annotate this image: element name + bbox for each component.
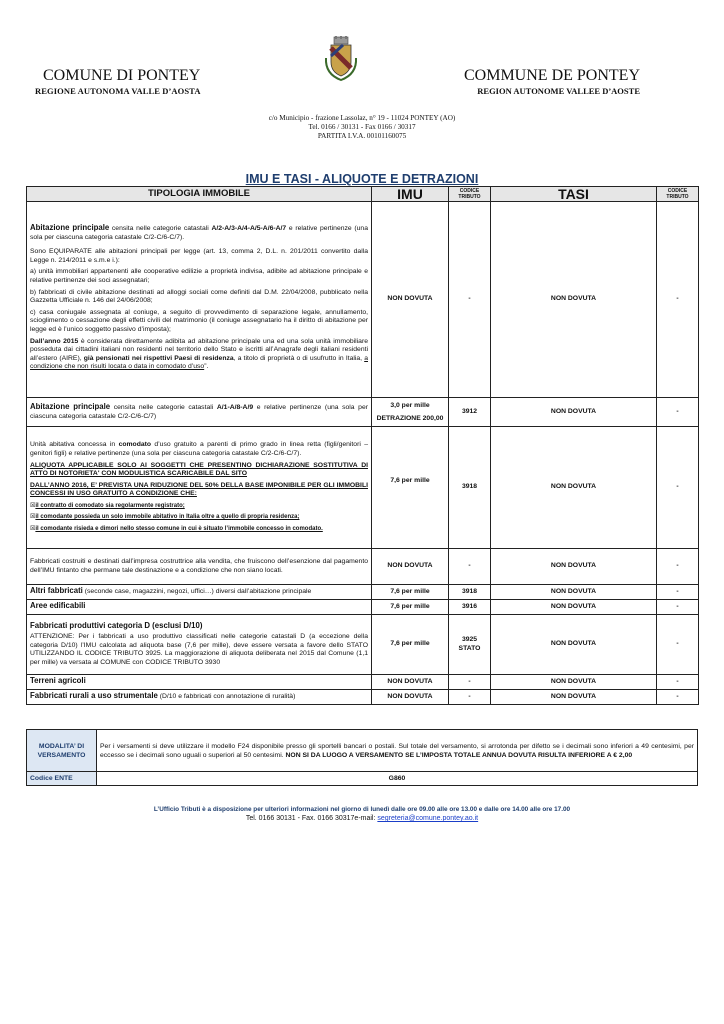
row-description: [27, 600, 372, 615]
note: DALL’ANNO 2016, E’ PREVISTA UNA RIDUZIONE DEL 50% DELLA BASE IMPONIBILE PER GLI IMMOBILI CONCESSI IN USO GRATUITO A CONDIZIONE CHE:: [30, 481, 368, 498]
table-row: [27, 427, 699, 549]
tasi-code: -: [657, 675, 699, 690]
imu-code: [449, 615, 491, 675]
page-title: IMU E TASI - ALIQUOTE E DETRAZIONI: [245, 172, 479, 186]
imu-code: -: [449, 202, 491, 398]
category-title: Fabbricati rurali a uso strumentale: [30, 691, 158, 701]
tasi-value: NON DOVUTA: [491, 690, 657, 705]
category-title: Fabbricati produttivi categoria D (esclusi D/10): [30, 620, 203, 630]
checkbox-icon: ☒: [30, 526, 36, 533]
comune-name-fr: COMMUNE DE PONTEY: [464, 67, 640, 84]
category-codes: A/2-A/3-A/4-A/5-A/6-A/7: [211, 225, 287, 233]
category-title: Abitazione principale: [30, 401, 111, 411]
tasi-value: NON DOVUTA: [491, 427, 657, 549]
imu-value: NON DOVUTA: [372, 675, 449, 690]
category-codes: A/1-A/8-A/9: [216, 403, 254, 411]
row-description: [27, 675, 372, 690]
comune-name-it: COMUNE DI PONTEY: [43, 67, 201, 84]
table-row: [27, 615, 699, 675]
table-row: [27, 549, 699, 585]
phone-line: Tel. 0166 / 30131 - Fax 0166 / 30317: [308, 123, 416, 131]
paragraph: ATTENZIONE: Per i fabbricati a uso produttivo classificati nelle categorie catastali D (a eccezione della categoria D/10) l’IMU calcolata ad aliquota base (7,6 per mille), deve essere versata a favore dello STATO UTILIZZANDO IL CODICE TRIBUTO 3925. La maggiorazione di aliquota deliberata nel 2015 dal Comune (1,1 per mille) va versata al COMUNE con CODICE TRIBUTO 3930: [30, 633, 368, 666]
imu-deduction: DETRAZIONE 200,00: [376, 415, 444, 422]
note: ALIQUOTA APPLICABILE SOLO AI SOGGETTI CHE PRESENTINO DICHIARAZIONE SOSTITUTIVA DI ATTO DI NOTORIETA' CON MODULISTICA SCARICABILE DAL SITO: [30, 461, 368, 478]
header-imu: IMU: [372, 187, 449, 202]
checkbox-icon: ☒: [30, 514, 36, 521]
entity-code-value: G860: [97, 772, 698, 786]
text-fragment: , a titolo di proprietà o di usufrutto in Italia,: [233, 354, 365, 362]
regione-name-it: REGIONE AUTONOMA VALLE D’AOSTA: [35, 86, 201, 96]
imu-rate: 3,0 per mille: [390, 402, 430, 409]
category-title: Abitazione principale: [30, 223, 110, 233]
email-link[interactable]: segreteria@comune.pontey.ao.it: [377, 815, 479, 822]
imu-code: -: [449, 675, 491, 690]
office-hours: L’Ufficio Tributi è a disposizione per ulteriori informazioni nel giorno di lunedì dalle ore 09.00 alle ore 13.00 e dalle ore 14.00 alle ore 17.00: [153, 806, 571, 813]
entity-code-row: [27, 772, 698, 786]
text-fragment: a condizione che non risulti locata o data in comodato d’uso: [30, 354, 368, 371]
imu-value: 7,6 per mille: [372, 600, 449, 615]
header-codice-imu: CODICE TRIBUTO: [449, 187, 491, 202]
row-description: Fabbricati costruiti e destinati dall’impresa costruttrice alla vendita, che fruiscono dell’esenzione dal pagamento dell’IMU fintanto che permane tale destinazione e a condizione che non siano locati.: [27, 549, 372, 585]
tasi-value: NON DOVUTA: [491, 202, 657, 398]
imu-value: 7,6 per mille: [372, 427, 449, 549]
code-recipient: STATO: [458, 644, 481, 652]
address-line: c/o Municipio - frazione Lassolaz, n° 19 - 11024 PONTEY (AO): [268, 114, 456, 122]
tasi-code: -: [657, 427, 699, 549]
imu-code: -: [449, 690, 491, 705]
imu-value: [372, 398, 449, 427]
paragraph: b) fabbricati di civile abitazione destinati ad alloggi sociali come definiti dal D.M. 22/04/2008, pubblicato nella Gazzetta Ufficiale n. 146 del 24/06/2008;: [30, 288, 368, 305]
imu-value: 7,6 per mille: [372, 615, 449, 675]
text-fragment: Unità abitativa concessa in: [30, 441, 119, 449]
tasi-code: -: [657, 615, 699, 675]
text-fragment: censita nelle categorie catastali: [110, 403, 217, 411]
imu-value: NON DOVUTA: [372, 690, 449, 705]
condition-item: il comodante possieda un solo immobile abitativo in Italia oltre a quello di propria residenza;: [35, 514, 300, 521]
imu-code: -: [449, 549, 491, 585]
payment-row: [27, 730, 698, 772]
row-description: [27, 427, 372, 549]
tasi-code: -: [657, 690, 699, 705]
imu-value: NON DOVUTA: [372, 549, 449, 585]
regione-name-fr: REGION AUTONOME VALLEE D’AOSTE: [477, 86, 640, 96]
text-fragment: e relative pertinenze (una sola per ciascuna categoria catastale C/2-C/6-C/7): [30, 403, 369, 420]
paragraph: c) casa coniugale assegnata al coniuge, a seguito di provvedimento di separazione legale, annullamento, scioglimento o cessazione degli effetti civili del matrimonio (il coniuge assegnatario ha il diritto di abitazione per legge ed è l’unico soggetto passivo d’imposta);: [30, 308, 368, 333]
text-fragment: (seconde case, magazzini, negozi, uffici…) diversi dall’abitazione principale: [82, 588, 312, 596]
category-title: Altri fabbricati: [30, 586, 83, 596]
tasi-code: -: [657, 600, 699, 615]
table-header-row: [27, 187, 699, 202]
row-description: [27, 690, 372, 705]
text-fragment: comodato: [118, 441, 152, 449]
text-fragment: ”.: [204, 363, 209, 371]
row-description: [27, 585, 372, 600]
contact-text: Tel. 0166 30131 - Fax. 0166 30317e-mail:: [245, 815, 378, 822]
table-row: [27, 600, 699, 615]
contact-line: [0, 815, 724, 822]
vat-line: PARTITA I.V.A. 00101160075: [317, 132, 407, 140]
table-row: [27, 690, 699, 705]
address-block: [0, 114, 724, 141]
row-description: [27, 615, 372, 675]
tasi-value: NON DOVUTA: [491, 549, 657, 585]
text-fragment: NON SI DA LUOGO A VERSAMENTO SE L’IMPOSTA TOTALE ANNUA DOVUTA RISULTA INFERIORE A € 2,00: [285, 751, 633, 759]
category-title: Terreni agricoli: [30, 676, 86, 686]
tasi-value: NON DOVUTA: [491, 675, 657, 690]
tasi-code: -: [657, 202, 699, 398]
text-fragment: (D/10 e fabbricati con annotazione di ruralità): [157, 693, 296, 701]
tasi-code: -: [657, 585, 699, 600]
paragraph: Sono EQUIPARATE alle abitazioni principali per legge (art. 13, comma 2, D.L. n. 201/2011 convertito dalla Legge n. 214/2011 e s.m.e i.):: [30, 248, 368, 264]
tasi-code: -: [657, 549, 699, 585]
tasi-value: NON DOVUTA: [491, 585, 657, 600]
condition-item: il comodante risieda e dimori nello stesso comune in cui è situato l’immobile concesso in comodato.: [35, 526, 323, 533]
category-title: Aree edificabili: [30, 601, 86, 611]
imu-code: 3916: [449, 600, 491, 615]
text-fragment: censita nelle categorie catastali: [109, 225, 212, 233]
text-fragment: e relative pertinenze (una sola per ciascuna categoria catastale C/2-C/6-C/7).: [30, 225, 368, 241]
condition-item: il contratto di comodato sia regolarmente registrato;: [35, 502, 185, 509]
tasi-code: -: [657, 398, 699, 427]
rates-table: [26, 186, 699, 705]
paragraph: a) unità immobiliari appartenenti alle cooperative edilizie a proprietà indivisa, adibite ad abitazione principale e relative pertinenze dei soci assegnatari;: [30, 268, 368, 285]
header-codice-tasi: CODICE TRIBUTO: [657, 187, 699, 202]
tasi-value: NON DOVUTA: [491, 615, 657, 675]
checkbox-icon: ☒: [30, 502, 36, 509]
imu-code: 3912: [449, 398, 491, 427]
payment-table: [26, 729, 698, 786]
imu-value: NON DOVUTA: [372, 202, 449, 398]
table-row: [27, 675, 699, 690]
text-fragment: Per i versamenti si deve utilizzare il modello F24 disponibile presso gli sportelli bancari o postali. Sul totale del versamento, si arrotonda per difetto se i decimali sono inferiori a 49 centesimi, per eccesso se i decimali sono uguali o superiori al 50 centesimi.: [100, 742, 694, 759]
payment-text: [97, 730, 698, 772]
row-description: [27, 398, 372, 427]
entity-code-label: Codice ENTE: [27, 772, 97, 786]
text-fragment: d’uso gratuito a parenti di primo grado in linea retta (figli/genitori – genitori figli) e relative pertinenze (una sola per ciascuna categoria catastale C/2-C/6-C/7).: [30, 441, 368, 457]
header-tasi: TASI: [491, 187, 657, 202]
text-fragment: è considerata direttamente adibita ad abitazione principale una ed una sola unità immobiliare posseduta dai cittadini italiani non residenti nel territorio dello Stato e iscritti all’Anagrafe degli italiani residenti all’estero (AIRE),: [30, 337, 368, 362]
coat-of-arms-icon: [323, 36, 359, 82]
tasi-value: NON DOVUTA: [491, 398, 657, 427]
imu-code: 3918: [449, 427, 491, 549]
tasi-value: NON DOVUTA: [491, 600, 657, 615]
table-row: [27, 585, 699, 600]
table-row: [27, 202, 699, 398]
table-row: [27, 398, 699, 427]
payment-label: MODALITA’ DI VERSAMENTO: [27, 730, 97, 772]
code-number: 3925: [461, 635, 478, 643]
header-tipologia: TIPOLOGIA IMMOBILE: [27, 187, 372, 202]
text-fragment: già pensionati nei rispettivi Paesi di residenza: [83, 354, 234, 362]
imu-code: 3918: [449, 585, 491, 600]
text-fragment: Dall’anno 2015: [30, 337, 79, 345]
imu-value: 7,6 per mille: [372, 585, 449, 600]
row-description: [27, 202, 372, 398]
